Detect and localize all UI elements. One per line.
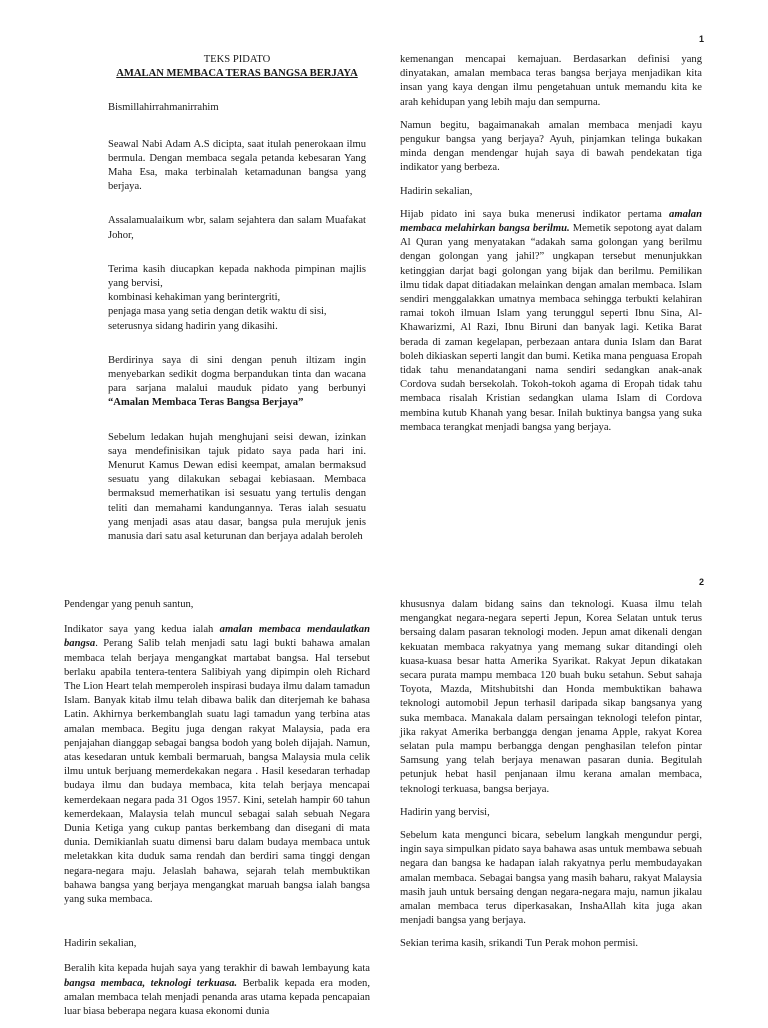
greeting-line: seterusnya sidang hadirin yang dikasihi.	[108, 320, 278, 332]
page-number: 1	[698, 34, 704, 44]
page2-right-column	[400, 598, 702, 961]
paragraph-technology: khususnya dalam bidang sains dan teknologi. Kuasa ilmu telah mengangkat negara-negara seperti Jepun, Korea Selatan untuk terus bersaing dalam pasaran teknologi moden. Jepun amat dikenali dengan kekuatan membaca rakyatnya yang memang sukar ditandingi oleh kuasa-kuasa besar hatta Amerika Syarikat. Rakyat Jepun dikatakan secara purata mampu membaca 120 buah buku setahun. Sebut sahaja Toyota, Mazda, Mitshubitshi dan Honda membuktikan bahawa teknologi automobil Jepun terhasil daripada sikap bangsanya yang suka membaca. Manakala dalam persaingan teknologi telefon pintar, jika rakyat Amerika berbangga dengan jenama Apple, rakyat Korea selatan pula mampu berbangga dengan penghasilan telefon pintar Samsung yang telah berjaya menawan pasaran dunia. Begitulah petunjuk hebat hasil penjanaan ilmu kerana amalan membaca, teknologi terkuasa, bangsa berjaya.	[400, 599, 702, 795]
paragraph-second-indicator	[64, 623, 370, 907]
text-run: Beralih kita kepada hujah saya yang terakhir di bawah lembayung kata	[64, 963, 370, 975]
text-run: Berdirinya saya di sini dengan penuh iltizam ingin menyebarkan sedikit dogma berpandukan tinta dan wacana para sarjana malalui mauduk pidato yang berbunyi	[108, 354, 366, 395]
paragraph-topic	[108, 354, 366, 411]
text-run: Indikator saya yang kedua ialah	[64, 624, 220, 636]
page1-left-column	[108, 53, 366, 553]
paragraph-definition: Sebelum ledakan hujah menghujani seisi dewan, izinkan saya mendefinisikan tajuk pidato saya pada hari ini. Menurut Kamus Dewan edisi keempat, amalan bermaksud sesuatu yang dilakukan sebagai kebiasaan. Membaca bermaksud memerhatikan isi sesuatu yang tertulis dengan teliti dan memahami kandungannya. Teras ialah sesuatu yang menjadi asas atau dasar, bangsa pula merujuk jenis manusia dari satu asal keturunan dan berjaya adalah beroleh	[108, 431, 366, 543]
text-run: . Perang Salib telah menjadi satu lagi bukti bahawa amalan membaca telah berjaya mengangkat martabat bangsa. Hal tersebut berlaku apabila tentera-tentera Salibiyah yang dipimpin oleh Richard The Lion Heart telah memperoleh inspirasi budaya ilmu dalam tamadun Islam. Banyak kitab ilmu telah dibawa balik dan diterjemah ke bahasa Latin. Akhirnya berkembanglah suatu lagi tamadun yang terbina atas amalan membaca. Begitu juga dengan rakyat Malaysia, pada era penjajahan dianggap sebagai bangsa bodoh yang boleh dijajah. Namun, atas kesedaran untuk kembali bermaruah, bangsa Malaysia mula celik ilmu untuk berjuang memerdekakan negara . Hasil kesedaran terhadap budaya ilmu dan budaya membaca, kita telah berjaya mencapai kemerdekaan negara pada 31 Ogos 1957. Kini, setelah hampir 60 tahun kemerdekaan, Malaysia telah muncul sebagai salah sebuah Negara Dunia Ketiga yang cukup pantas berkembang dan disegani di mata dunia. Demikianlah suatu dimensi baru dalam budaya membaca untuk meletakkan kita duduk sama rendah dan berdiri sama tinggi dengan negara-negara maju. Jelaslah bahawa, sejarah telah membuktikan bahawa bangsa yang berjaya mengangkat maruah bangsa ialah bangsa yang suka membaca.	[64, 638, 370, 906]
page2-left-column	[64, 598, 370, 1028]
text-run: Hijab pidato ini saya buka menerusi indikator pertama	[400, 208, 670, 220]
document-page-2	[0, 565, 768, 1024]
document-title: TEKS PIDATO	[203, 54, 271, 65]
paragraph-greetings	[108, 263, 366, 334]
paragraph-salutation: Hadirin yang bervisi,	[400, 806, 490, 818]
paragraph-bismillah: Bismillahirrahmanirrahim	[108, 102, 219, 114]
paragraph-definition-cont: kemenangan mencapai kemajuan. Berdasarkan definisi yang dinyatakan, amalan membaca teras bangsa berjaya menjadikan kita insan yang kaya dengan ilmu pengetahuan untuk memandu kita ke arah kehidupan yang lebih maju dan sempurna.	[400, 54, 702, 108]
greeting-line: Terima kasih diucapkan kepada nakhoda pimpinan majlis yang bervisi,	[108, 263, 366, 290]
topic-title: “Amalan Membaca Teras Bangsa Berjaya”	[108, 397, 304, 409]
indicator-title: amalan membaca melahirkan bangsa berilmu.	[400, 208, 702, 235]
greeting-line: kombinasi kehakiman yang berintergriti,	[108, 292, 281, 304]
paragraph-intro: Seawal Nabi Adam A.S dicipta, saat itulah penerokaan ilmu bermula. Dengan membaca segala petanda kebesaran Yang Maha Esa, maka terbinalah ketamadunan bangsa yang berjaya.	[108, 138, 366, 193]
speech-title: AMALAN MEMBACA TERAS BANGSA BERJAYA	[116, 68, 358, 80]
paragraph-salutation: Hadirin sekalian,	[400, 185, 473, 197]
paragraph-third-indicator	[64, 962, 370, 1019]
paragraph-salutation: Hadirin sekalian,	[64, 938, 137, 950]
greeting-line: penjaga masa yang setia dengan detik waktu di sisi,	[108, 306, 327, 318]
page-number: 2	[698, 577, 704, 587]
paragraph-conclusion: Sebelum kata mengunci bicara, sebelum langkah mengundur pergi, ingin saya simpulkan pidato saya bahawa asas untuk membawa sebuah negara dan bangsa ke hadapan ialah rakyatnya perlu membudayakan amalan membaca. Sebagai bangsa yang masih baharu, rakyat Malaysia masih jauh untuk bersaing dengan negara-negara maju, namun jikalau amalan membaca terus diperkasakan, InshaAllah kita juga akan menjadi bangsa yang berjaya.	[400, 830, 702, 927]
paragraph-salam: Assalamualaikum wbr, salam sejahtera dan salam Muafakat Johor,	[108, 215, 366, 241]
indicator-title: bangsa membaca, teknologi terkuasa.	[64, 977, 238, 989]
paragraph-salutation: Pendengar yang penuh santun,	[64, 599, 194, 610]
page1-right-column	[400, 53, 702, 444]
paragraph-first-indicator	[400, 208, 702, 435]
paragraph-closing: Sekian terima kasih, srikandi Tun Perak mohon permisi.	[400, 938, 639, 950]
text-run: Berbalik kepada era moden, amalan membaca telah menjadi penanda aras utama kepada pencapaian luar biasa beberapa negara kuasa ekonomi dunia	[64, 977, 370, 1018]
indicator-title: amalan membaca mendaulatkan bangsa	[64, 624, 370, 650]
text-run: Memetik sepotong ayat dalam Al Quran yang menyatakan “adakah sama golongan yang berilmu dengan golongan yang jahil?” ungkapan tersebut menunjukkan ketinggian darjat bagi golongan yang bijak dan berilmu. Pemilikan ilmu tidak dapat ditiadakan melainkan dengan amalan membaca. Islam sendiri menggalakkan umatnya membaca sehingga terbukti kelahiran ramai tokoh ilmuan Islam yang terunggul seperti Ibnu Sina, Al-Khawarizmi, Al Razi, Ibnu Biruni dan banyak lagi. Ketika Barat berada di zaman kegelapan, perbezaan antara dunia Islam dan Barat boleh dikiaskan seperti langit dan bumi. Ketika mana penguasa Eropah tidak tahu menandatangani nama sendiri sedangkan anak-anak Cordova sudah bersekolah. Tokoh-tokoh agama di Eropah tidak tahu membaca risalah Kristian sedangkan ulama Islam di Cordova membina kutub Khanah yang besar. Inilah buktinya bangsa yang suka membaca terangkat menjadi bangsa yang berjaya.	[400, 223, 702, 433]
paragraph-question: Namun begitu, bagaimanakah amalan membaca menjadi kayu pengukur bangsa yang berjaya? Ayuh, pinjamkan telinga bukakan minda dengan mendengar hujah saya di bawah pendekatan tiga indikator yang berbeza.	[400, 119, 702, 174]
